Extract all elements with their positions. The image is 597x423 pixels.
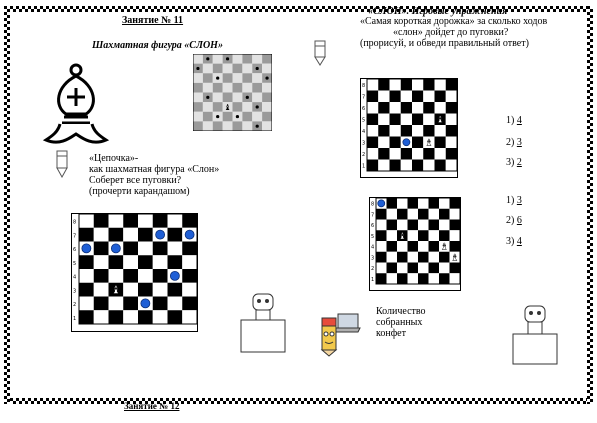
page-border-bottom <box>4 398 593 404</box>
svg-text:♝: ♝ <box>398 230 407 241</box>
bishop-icon <box>40 62 112 153</box>
path-board-1 <box>360 78 458 178</box>
path-board-2 <box>369 197 461 291</box>
svg-text:7: 7 <box>73 233 77 240</box>
page-border-right <box>587 6 593 404</box>
svg-text:5: 5 <box>362 117 366 124</box>
svg-text:1: 1 <box>362 163 366 170</box>
page-border-left <box>4 6 10 404</box>
svg-text:8: 8 <box>362 83 366 90</box>
svg-text:8: 8 <box>73 219 77 226</box>
svg-text:5: 5 <box>371 233 375 240</box>
svg-text:4: 4 <box>362 129 366 136</box>
svg-text:4: 4 <box>73 274 77 281</box>
svg-text:2: 2 <box>371 266 375 273</box>
svg-text:6: 6 <box>73 247 77 254</box>
svg-text:2: 2 <box>73 302 77 309</box>
svg-text:7: 7 <box>362 94 366 101</box>
next-lesson-title: Занятие № 12 <box>124 401 180 411</box>
svg-text:♝: ♝ <box>110 284 121 297</box>
svg-text:♝: ♝ <box>450 252 459 263</box>
svg-text:3: 3 <box>73 288 77 295</box>
svg-text:♝: ♝ <box>424 137 433 148</box>
svg-text:1: 1 <box>73 315 77 322</box>
svg-text:1: 1 <box>371 276 375 283</box>
right-title: «СЛОН». Игровые упражнения <box>368 6 508 17</box>
svg-text:5: 5 <box>73 260 77 267</box>
lesson-title: Занятие № 11 <box>122 15 184 26</box>
robot-icon <box>512 304 558 371</box>
svg-text:♝: ♝ <box>440 241 449 252</box>
svg-text:♝: ♝ <box>436 114 445 125</box>
pencil-icon <box>55 150 69 183</box>
svg-text:3: 3 <box>371 255 375 262</box>
svg-text:4: 4 <box>371 244 375 251</box>
chain-board <box>71 213 198 332</box>
svg-text:2: 2 <box>362 152 366 159</box>
lesson-subtitle: Шахматная фигура «СЛОН» <box>92 40 223 51</box>
pencil-icon <box>313 40 327 71</box>
svg-text:3: 3 <box>362 140 366 147</box>
robot-icon <box>240 292 286 359</box>
grey-board <box>193 54 272 131</box>
svg-text:6: 6 <box>371 223 375 230</box>
svg-text:7: 7 <box>371 212 375 219</box>
svg-text:♝: ♝ <box>223 102 232 112</box>
laptop-icon <box>312 312 362 362</box>
svg-text:6: 6 <box>362 106 366 113</box>
svg-text:8: 8 <box>371 201 375 208</box>
